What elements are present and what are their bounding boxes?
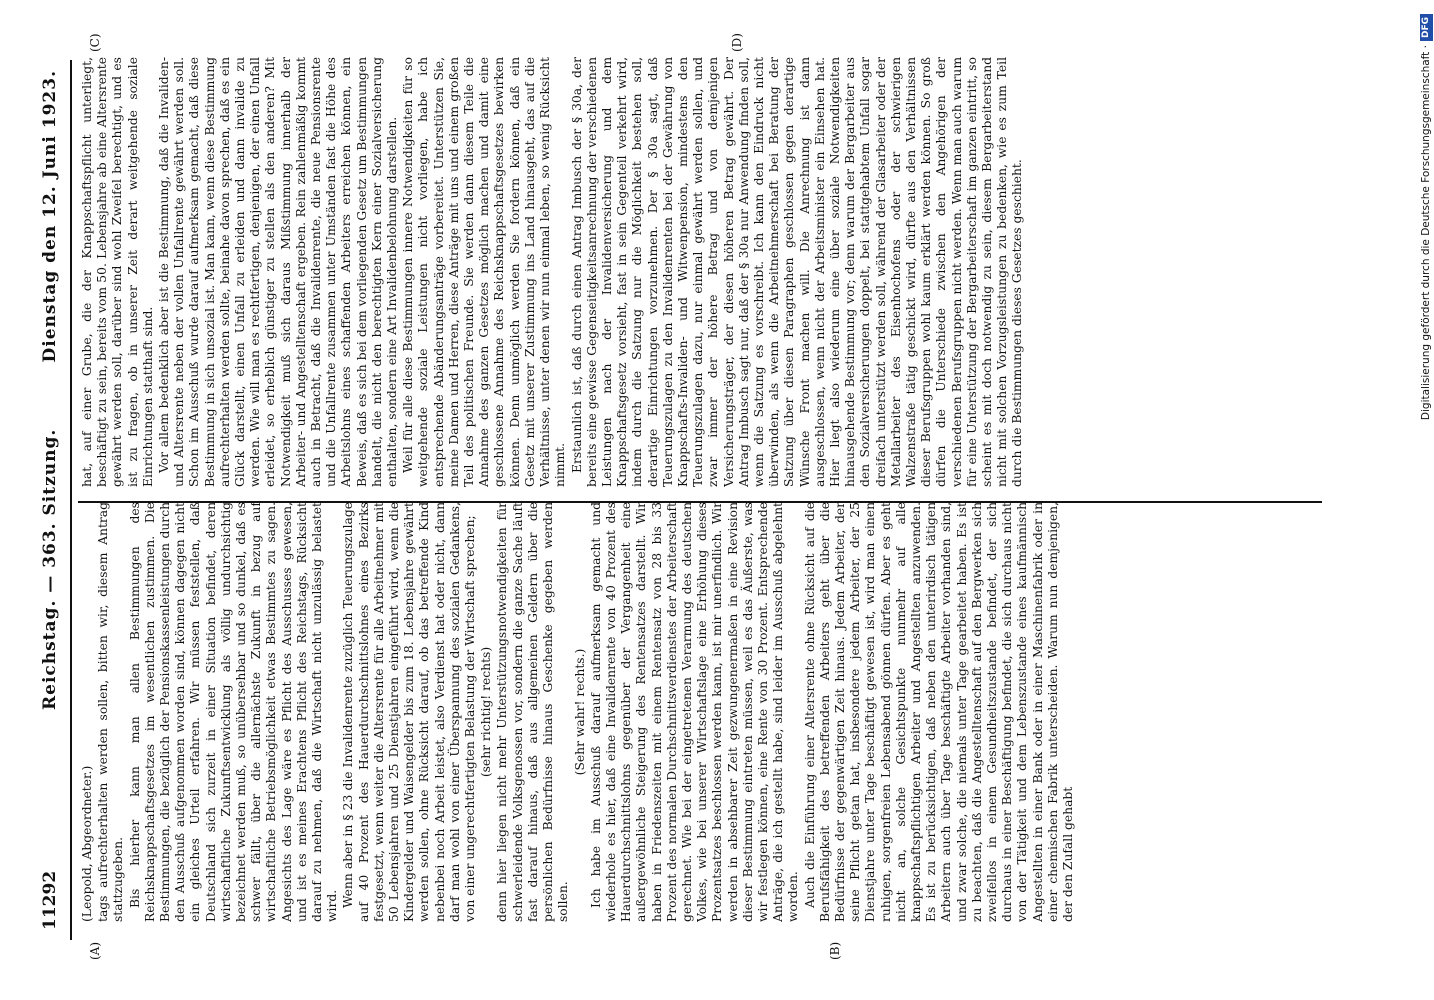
digitization-credit bbox=[1419, 0, 1434, 1000]
margin-marker-a: (A) bbox=[88, 941, 102, 960]
running-title-left: Reichstag. — 363. Sitzung. bbox=[40, 428, 60, 710]
margin-marker-b: (B) bbox=[828, 941, 842, 960]
dfg-logo: DFG bbox=[1420, 14, 1433, 41]
margin-marker-c: (C) bbox=[88, 33, 102, 52]
page-number: 11292 bbox=[40, 870, 60, 930]
interjection: (sehr richtig! rechts) bbox=[479, 646, 494, 778]
paragraph: tags aufrechterhalten werden sollen, bitten wir, diesem Antrag stattzugeben. bbox=[96, 502, 126, 922]
right-text-column bbox=[80, 57, 1320, 487]
paragraph: Ich habe im Ausschuß darauf aufmerksam gemacht und wiederhole es hier, daß eine Invalidenrente von 40 Prozent des Hauerdurchschnittslohns gegenüber der Vergangenheit eine außergewöhnliche Steigerung des Rentensatzes darstellt. Wir haben in Friedenszeiten mit einem Rentensatz von 28 bis 33 Prozent des normalen Durchschnittsverdienstes der Arbeiterschaft gerechnet. Wie bei der eingetretenen Verarmung des deutschen Volkes, wie bei unserer Wirtschaftslage eine Erhöhung dieses Prozentsatzes beschlossen werden kann, ist mir unerfindlich. Wir werden in absehbarer Zeit gezwungenermaßen in eine Revision dieser Bestimmung eintreten müssen, weil es das Äußerste, was wir festlegen können, eine Rente von 30 Prozent. Entsprechende Anträge, die ich gestellt habe, sind leider im Ausschuß abgelehnt worden. bbox=[588, 502, 801, 922]
page-header bbox=[40, 60, 68, 940]
running-title-right: Dienstag den 12. Juni 1923. bbox=[40, 70, 60, 363]
margin-marker-d: (D) bbox=[730, 33, 744, 52]
paragraph: denn hier liegen nicht mehr Unterstützungsnotwendigkeiten für schwerleidende Volksgenossen vor, sondern die ganze Sache läuft fast darauf hinaus, daß aus allgemeinen Geldern über die persönlichen Bedürfnisse hinaus Geschenke gegeben werden sollen. bbox=[495, 502, 571, 922]
paragraph: Erstaunlich ist, daß durch einen Antrag Imbusch der § 30a, der bereits eine gewisse Gegenseitigkeitsanrechnung der verschiedenen Leistungen nach der Invalidenversicherung und dem Knappschaftsgesetz vorsieht, fast in sein Gegenteil verkehrt wird, indem durch die Satzung nur die Möglichkeit bestehen soll, derartige Einrichtungen vorzunehmen. Der § 30a sagt, daß Teuerungszulagen zu den Invalidenrenten bei der Gewährung von Knappschafts-Invaliden- und Witwenpension, mindestens den Teuerungszulagen dazu, nur einmal gewährt werden sollen, und zwar immer der höhere Betrag und von demjenigen Versicherungsträger, der diesen höheren Betrag gewährt. Der Antrag Imbusch sagt nur, daß der § 30a nur Anwendung finden soll, wenn die Satzung es vorschreibt. Ich kann den Eindruck nicht überwinden, als wenn die Arbeitnehmerschaft bei Beratung der Satzung über diesen Paragraphen geschlossen gegen derartige Wünsche Front machen will. Die Anrechnung ist dann ausgeschlossen, wenn nicht der Arbeitsminister ein Einsehen hat. Hier liegt also wiederum eine über soziale Notwendigkeiten hinausgehende Bestimmung vor; denn warum der Bergarbeiter aus den Sozialversicherungen doppelt, bei stattgehabtem Unfall sogar dreifach unterstützt werden soll, während der Glasarbeiter oder der Metallarbeiter des Eisenhochofens oder der schwierigen Walzenstraße tätig geschickt wird, dürfte aus den Verhältnissen dieser Berufsgruppen wohl kaum erklärt werden können. So groß dürfen die Unterschiede zwischen den Angehörigen der verschiedenen Berufsgruppen nicht werden. Wenn man auch warum für eine Unterstützung der Bergarbeiterschaft im ganzen eintritt, so scheint es mit doch notwendig zu sein, diesem Bergarbeiterstand nicht mit solchen Vorzugsleistungen zu bedenken, wie es zum Teil durch die Bestimmungen dieses Gesetzes geschieht. bbox=[569, 57, 1025, 487]
header-rule bbox=[70, 60, 72, 940]
paragraph: Vor allem bedenklich aber ist die Bestimmung, daß die Invaliden- und Altersrente neben der vollen Unfallrente gewährt werden soll. Schon im Ausschuß wurde darauf aufmerksam gemacht, daß diese Bestimmung in sich unsozial ist. Man kann, wenn diese Bestimmung aufrechterhalten werden sollte, beinahe davon sprechen, daß es ein Glück darstellt, einen Unfall zu erleiden und dann invalide zu werden. Wie will man es rechtfertigen, denjenigen, der einen Unfall erleidet, so erheblich günstiger zu stellen als den anderen? Mit Notwendigkeit muß sich daraus Mißstimmung innerhalb der Arbeiter- und Angestelltenschaft ergeben. Rein zahlenmäßig kommt auch in Betracht, daß die Invalidenrente, die neue Pensionsrente und die Unfallrente zusammen unter Umständen fast die Höhe des Arbeitslohns eines schaffenden Arbeiters erreichen können, ein Beweis, daß es sich bei dem vorliegenden Gesetz um Bestimmungen handelt, die nicht den berechtigten Kern einer Sozialversicherung enthalten, sondern eine Art Invalidenbelohnung darstellen. bbox=[157, 57, 400, 487]
interjection: (Sehr wahr! rechts.) bbox=[572, 648, 587, 776]
paragraph: Auch die Einführung einer Altersrente ohne Rücksicht auf die Berufsfähigkeit des betreffenden Arbeiters geht über die Bedürfnisse der gegenwärtigen Zeit hinaus. Jedem Arbeiter, der seine Pflicht getan hat, insbesondere jedem Arbeiter, der 25 Dienstjahre unter Tage beschäftigt gewesen ist, wird man einen ruhigen, sorgenfreien Lebensabend gönnen dürfen. Aber es geht nicht an, solche Gesichtspunkte nunmehr auf alle knappschaftspflichtigen Arbeiter und Angestellten anzuwenden. Es ist zu berücksichtigen, daß neben den unterirdisch tätigen Arbeitern auch über Tage beschäftigte Arbeiter vorhanden sind, und zwar solche, die niemals unter Tage gearbeitet haben. Es ist zu beachten, daß die Angestelltenschaft auf den Bergwerken sich zweifellos in einem Gesundheitszustande befindet, der sich durchaus in einer Beschäftigung befindet, die sich durchaus nicht von der Tätigkeit und dem Lebenszustande eines kaufmännisch Angestellten in einer Bank oder in einer Maschinenfabrik oder in einer chemischen Fabrik unterscheiden. Warum nun demjenigen, der den Zufall gehabt bbox=[802, 502, 1075, 922]
paragraph: Wenn aber in § 23 die Invalidenrente zuzüglich Teuerungszulage auf 40 Prozent des Hauerdurchschnittslohnes eines Bezirks festgesetzt, wenn weiter die Altersrente für alle Arbeitnehmer mit 50 Lebensjahren und 25 Dienstjahren eingeführt wird, wenn die Kindergelder und Waisengelder bis zum 18. Lebensjahre gewährt werden sollen, ohne Rücksicht darauf, ob das betreffende Kind nebenbei noch Arbeit leistet, also Verdienst hat oder nicht, dann darf man wohl von einer Überspannung des sozialen Gedankens, von einer ungerechtfertigten Belastung der Wirtschaft sprechen; bbox=[341, 502, 478, 922]
credit-text: Digitalisierung gefördert durch die Deutsche Forschungsgemeinschaft · bbox=[1420, 45, 1432, 421]
paragraph: Weil für alle diese Bestimmungen innere Notwendigkeiten für so weitgehende soziale Leistungen nicht vorliegen, habe ich entsprechende Abänderungsanträge vorbereitet. Unterstützen Sie, meine Damen und Herren, diese Anträge mit uns und einem großen Teil des politischen Freunde. Sie werden dann diesem Teile die Annahme des ganzen Gesetzes möglich machen und damit eine geschlossene Annahme des Reichsknappschaftsgesetzes bewirken können. Denn unmöglich werden Sie fordern können, daß ein Gesetz mit unserer Zustimmung ins Land hinausgeht, das auf die Verhältnisse, unter denen wir nun einmal leben, so wenig Rücksicht nimmt. bbox=[401, 57, 568, 487]
speaker-label: (Leopold, Abgeordneter.) bbox=[80, 765, 94, 922]
paragraph: Bis hierher kann man allen Bestimmungen des Reichsknappschaftsgesetzes im wesentlichen zustimmen. Die Bestimmungen, die bezüglich der Pensionskassenleistungen durch den Ausschuß aufgenommen worden sind, können dagegen nicht ein gleiches Urteil erfahren. Wir müssen feststellen, daß Deutschland sich zurzeit in einer Situation befindet, deren wirtschaftliche Zukunftsentwicklung als völlig undurchsichtig bezeichnet werden muß, so unübersehbar und so dunkel, daß es schwer fällt, über die allernächste Zukunft in bezug auf wirtschaftliche Betriebsmöglichkeit etwas Bestimmtes zu sagen. Angesichts des Lage wäre es Pflicht des Ausschusses gewesen, und ist es meines Erachtens Pflicht des Reichstags, Rücksicht darauf zu nehmen, daß die Wirtschaft nicht unzulässig belastet wird. bbox=[127, 502, 340, 922]
paragraph: hat, auf einer Grube, die der Knappschaftspflicht unterliegt, beschäftigt zu sein, bereits vom 50. Lebensjahre ab eine Altersrente gewährt werden soll, darüber sind wohl Zweifel berechtigt, und es ist zu fragen, ob in unserer Zeit derart weitgehende soziale Einrichtungen statthaft sind. bbox=[80, 57, 155, 487]
left-text-column bbox=[80, 502, 1320, 922]
